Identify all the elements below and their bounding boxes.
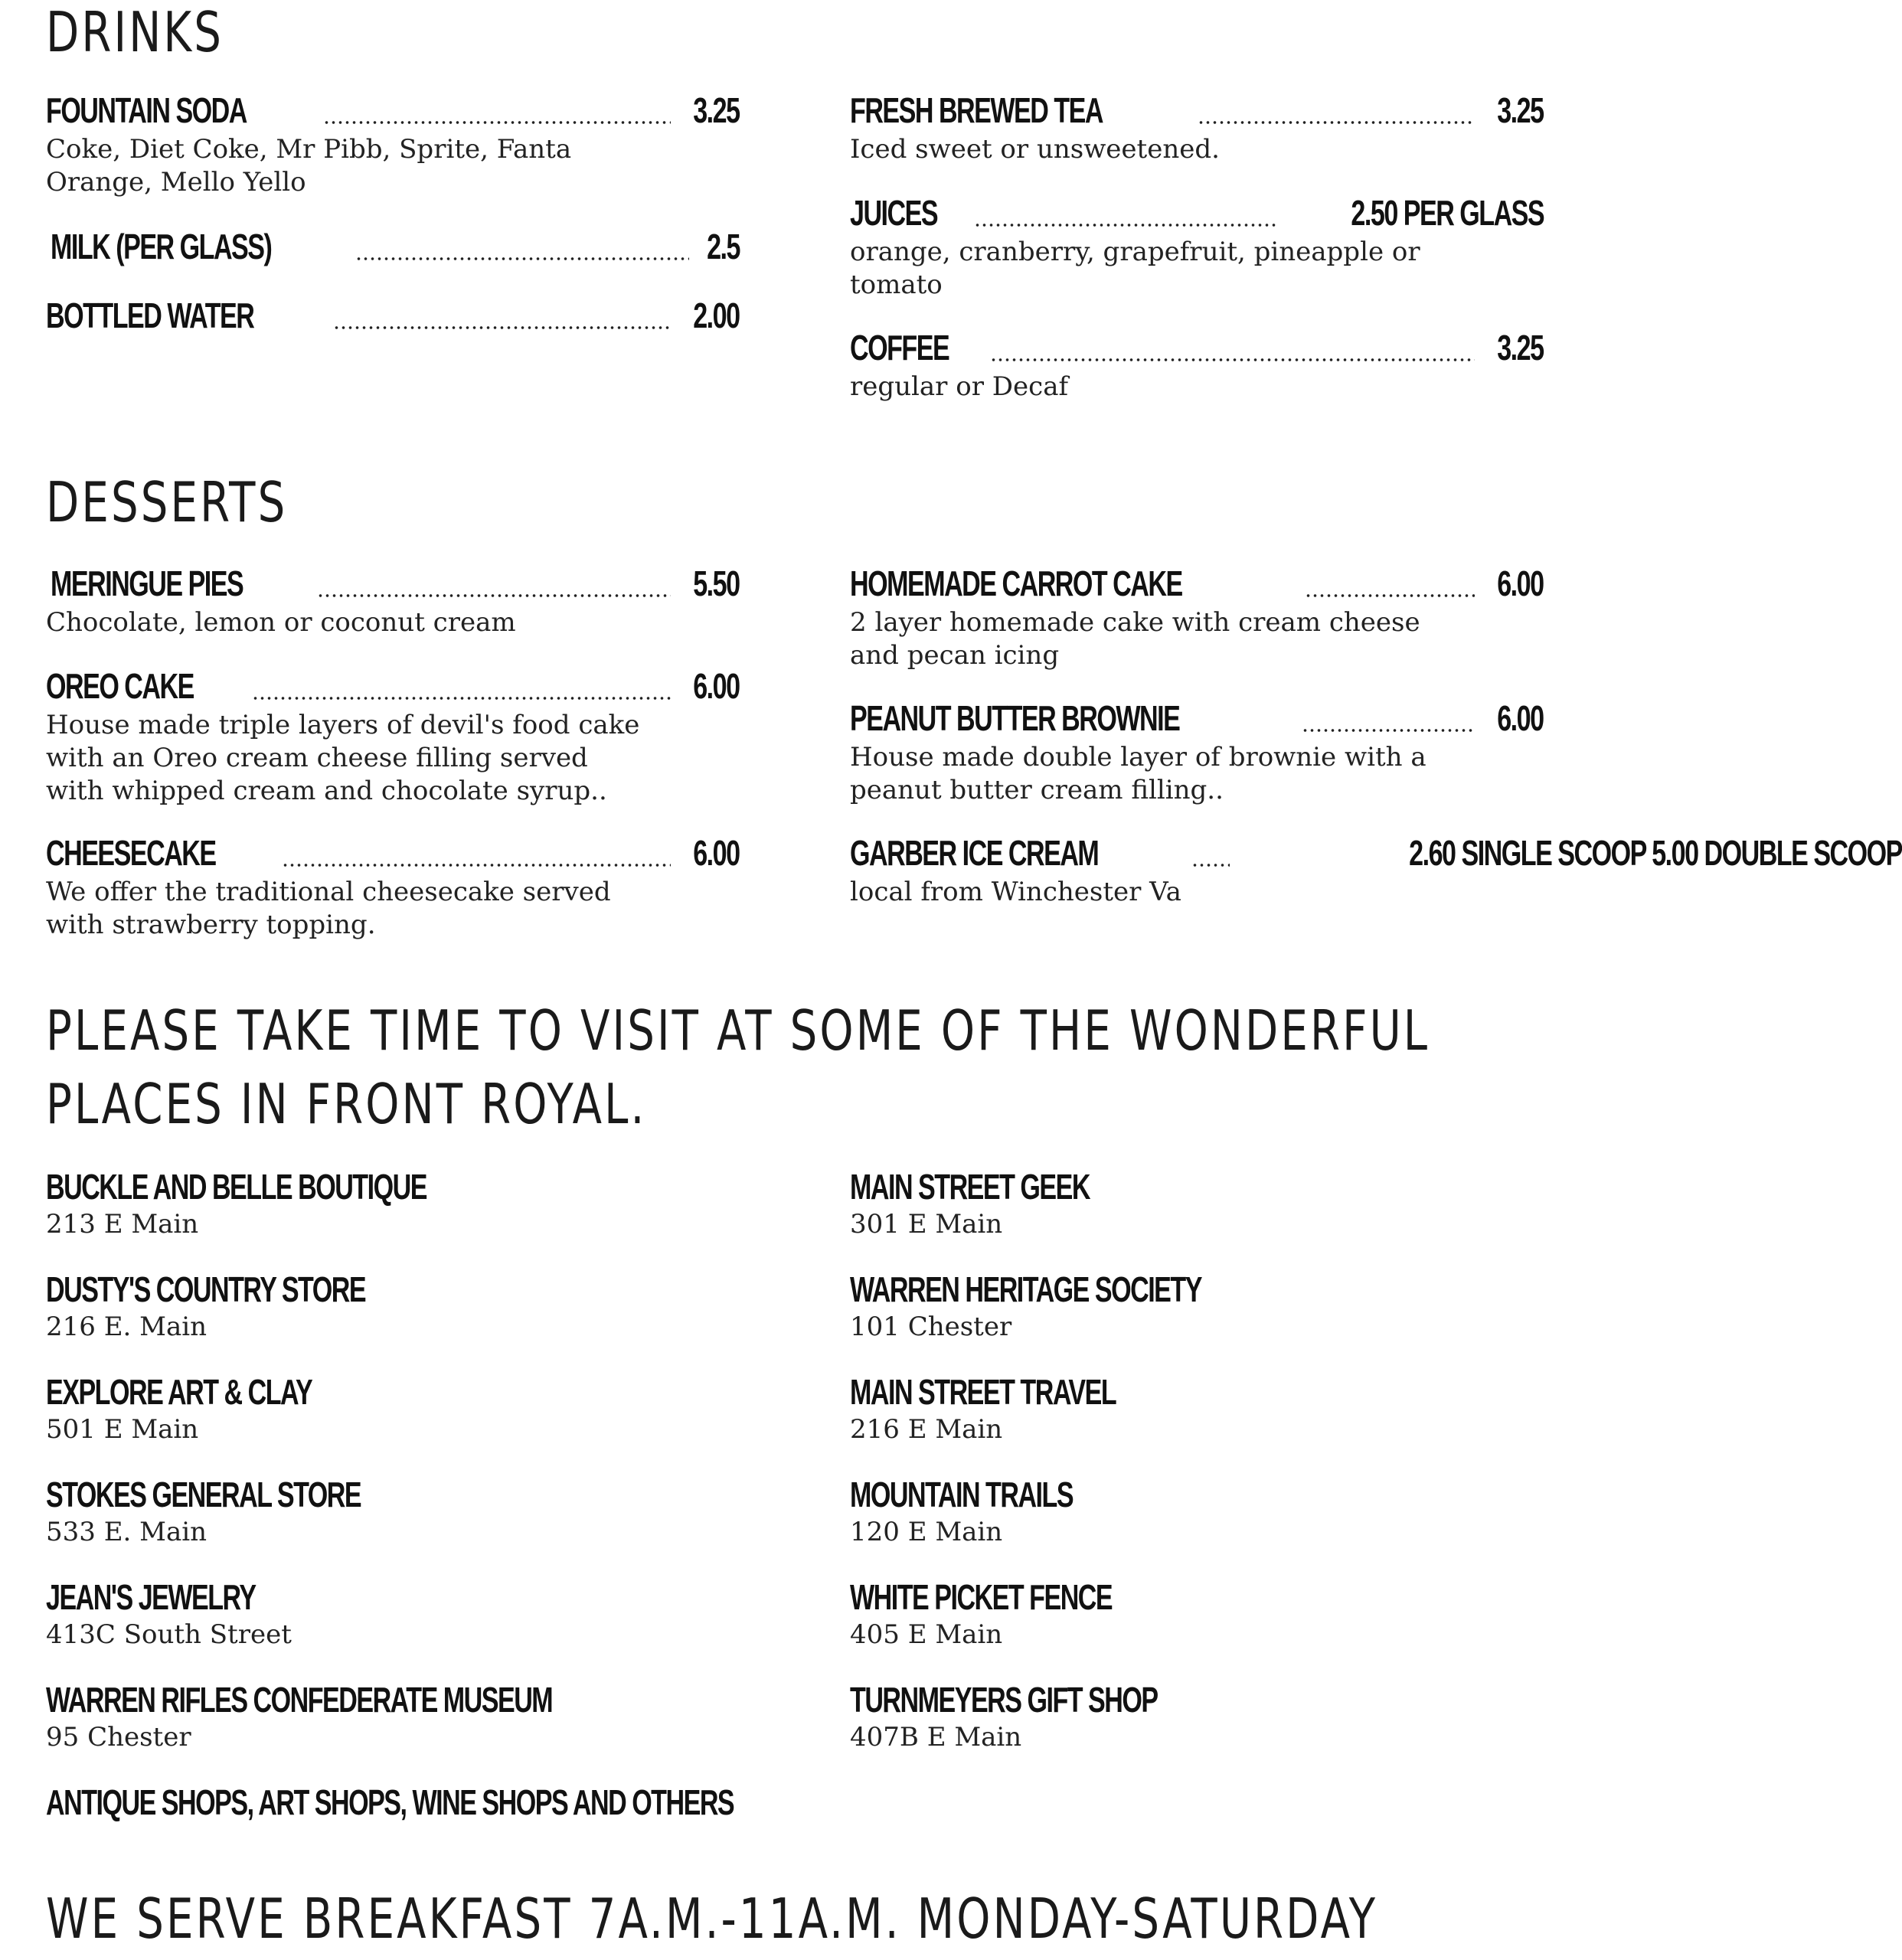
drinks-heading: DRINKS (46, 0, 224, 64)
place-name: EXPLORE ART & CLAY (46, 1372, 312, 1412)
item-name: MILK (PER GLASS) (51, 227, 272, 266)
item-description: House made double layer of brownie with a peanut butter cream filling.. (850, 742, 1426, 805)
place-antique-art-wine-shops (46, 1782, 740, 1822)
item-name: PEANUT BUTTER BROWNIE (850, 698, 1180, 738)
place-white-picket-fence (850, 1577, 1544, 1651)
leader-dots (1302, 729, 1476, 732)
place-address: 407B E Main (850, 1722, 1022, 1753)
leader-dots (317, 594, 672, 597)
menu-item-fresh-brewed-tea (850, 90, 1544, 166)
place-address: 501 E Main (46, 1414, 199, 1445)
leader-dots (990, 358, 1476, 361)
place-address: 533 E. Main (46, 1517, 207, 1547)
place-explore-art-clay (46, 1372, 740, 1446)
place-buckle-and-belle (46, 1167, 740, 1241)
place-name: JEAN'S JEWELRY (46, 1577, 256, 1617)
place-turnmeyers-gift-shop (850, 1680, 1544, 1754)
place-jeans-jewelry (46, 1577, 740, 1651)
item-price: 3.25 (693, 90, 740, 130)
item-description: regular or Decaf (850, 371, 1069, 402)
item-price: 6.00 (1497, 564, 1544, 603)
item-name: OREO CAKE (46, 666, 194, 706)
leader-dots (323, 121, 672, 124)
item-price: 2.5 (707, 227, 740, 266)
item-price: 3.25 (1497, 328, 1544, 368)
item-description: Coke, Diet Coke, Mr Pibb, Sprite, Fanta Orange, Mello Yello (46, 134, 572, 198)
item-name: COFFEE (850, 328, 949, 368)
menu-item-cheesecake (46, 833, 740, 942)
place-mountain-trails (850, 1475, 1544, 1549)
leader-dots (1198, 121, 1476, 124)
item-price: 2.60 SINGLE SCOOP 5.00 DOUBLE SCOOP (1409, 833, 1902, 873)
place-stokes-general-store (46, 1475, 740, 1549)
menu-item-bottled-water (46, 296, 740, 335)
item-description: orange, cranberry, grapefruit, pineapple or tomato (850, 237, 1420, 300)
breakfast-hours-footer: WE SERVE BREAKFAST 7A.M.-11A.M. MONDAY-SATURDAY (46, 1886, 1378, 1951)
item-description: House made triple layers of devil's food cake with an Oreo cream cheese filling served with whipped cream and chocolate syrup.. (46, 710, 640, 806)
leader-dots (1191, 864, 1230, 867)
item-name: BOTTLED WATER (46, 296, 254, 335)
place-address: 405 E Main (850, 1619, 1003, 1650)
item-description: local from Winchester Va (850, 877, 1181, 907)
place-main-street-travel (850, 1372, 1544, 1446)
menu-item-oreo-cake (46, 666, 740, 808)
menu-item-coffee (850, 328, 1544, 403)
item-name: CHEESECAKE (46, 833, 216, 873)
menu-item-meringue-pies (46, 564, 740, 639)
leader-dots (1305, 594, 1475, 597)
item-price: 5.50 (693, 564, 740, 603)
place-name: MAIN STREET GEEK (850, 1167, 1090, 1207)
place-name: BUCKLE AND BELLE BOUTIQUE (46, 1167, 426, 1207)
place-name: WHITE PICKET FENCE (850, 1577, 1113, 1617)
place-address: 213 E Main (46, 1209, 199, 1240)
place-address: 413C South Street (46, 1619, 292, 1650)
menu-item-garber-ice-cream (850, 833, 1902, 909)
leader-dots (252, 697, 672, 700)
place-address: 101 Chester (850, 1312, 1012, 1342)
place-address: 216 E. Main (46, 1312, 207, 1342)
place-name: WARREN RIFLES CONFEDERATE MUSEUM (46, 1680, 553, 1720)
leader-dots (333, 326, 672, 329)
leader-dots (355, 257, 689, 260)
places-heading: PLEASE TAKE TIME TO VISIT AT SOME OF THE WONDERFUL PLACES IN FRONT ROYAL. (46, 998, 1430, 1136)
leader-dots (282, 864, 672, 867)
leader-dots (974, 224, 1277, 227)
item-description: Chocolate, lemon or coconut cream (46, 607, 516, 638)
item-price: 2.50 PER GLASS (1351, 193, 1544, 233)
item-name: GARBER ICE CREAM (850, 833, 1099, 873)
place-name: WARREN HERITAGE SOCIETY (850, 1269, 1201, 1309)
desserts-heading: DESSERTS (46, 470, 288, 534)
place-main-street-geek (850, 1167, 1544, 1241)
item-name: HOMEMADE CARROT CAKE (850, 564, 1182, 603)
place-address: 120 E Main (850, 1517, 1003, 1547)
place-name: ANTIQUE SHOPS, ART SHOPS, WINE SHOPS AND OTHERS (46, 1782, 734, 1822)
menu-item-milk (46, 227, 740, 266)
menu-item-fountain-soda (46, 90, 740, 199)
place-dustys-country-store (46, 1269, 740, 1344)
place-name: TURNMEYERS GIFT SHOP (850, 1680, 1158, 1720)
item-name: FRESH BREWED TEA (850, 90, 1103, 130)
item-price: 2.00 (693, 296, 740, 335)
item-description: We offer the traditional cheesecake served with strawberry topping. (46, 877, 611, 940)
item-price: 3.25 (1497, 90, 1544, 130)
place-address: 216 E Main (850, 1414, 1003, 1445)
menu-item-juices (850, 193, 1544, 302)
place-name: STOKES GENERAL STORE (46, 1475, 361, 1514)
place-name: MOUNTAIN TRAILS (850, 1475, 1074, 1514)
place-warren-rifles-museum (46, 1680, 740, 1754)
item-name: FOUNTAIN SODA (46, 90, 247, 130)
place-warren-heritage-society (850, 1269, 1544, 1344)
place-address: 301 E Main (850, 1209, 1003, 1240)
place-name: MAIN STREET TRAVEL (850, 1372, 1116, 1412)
menu-item-carrot-cake (850, 564, 1544, 672)
item-price: 6.00 (693, 833, 740, 873)
place-name: DUSTY'S COUNTRY STORE (46, 1269, 366, 1309)
menu-item-peanut-butter-brownie (850, 698, 1544, 807)
item-name: MERINGUE PIES (51, 564, 243, 603)
item-name: JUICES (850, 193, 938, 233)
item-description: Iced sweet or unsweetened. (850, 134, 1220, 165)
item-description: 2 layer homemade cake with cream cheese and pecan icing (850, 607, 1420, 671)
item-price: 6.00 (1497, 698, 1544, 738)
item-price: 6.00 (693, 666, 740, 706)
place-address: 95 Chester (46, 1722, 191, 1753)
